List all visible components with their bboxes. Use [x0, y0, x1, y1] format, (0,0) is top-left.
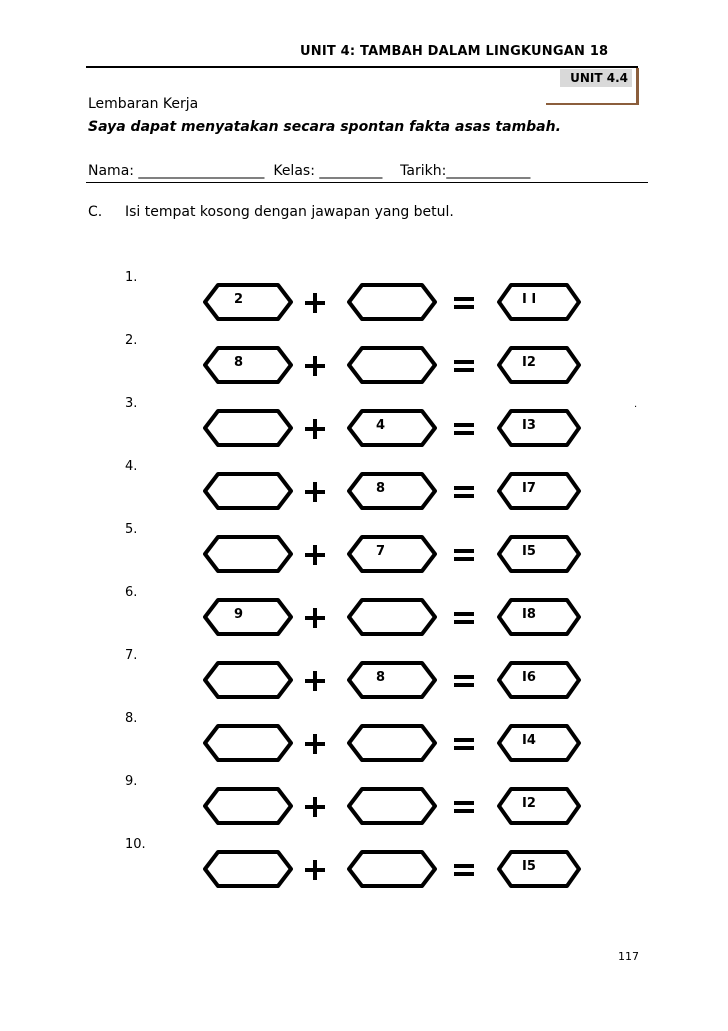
- first-addend-box[interactable]: [202, 660, 294, 700]
- stray-mark: ·: [634, 402, 638, 413]
- second-addend-value: 4: [376, 418, 386, 433]
- unit-title: UNIT 4: TAMBAH DALAM LINGKUNGAN 18: [300, 44, 609, 59]
- sum-box: [496, 282, 582, 322]
- sum-value: I8: [522, 607, 536, 622]
- second-addend-box[interactable]: [346, 408, 438, 448]
- second-addend-box[interactable]: [346, 534, 438, 574]
- plus-icon: [304, 607, 326, 633]
- sum-value: I2: [522, 796, 536, 811]
- unit-badge: UNIT 4.4: [560, 69, 632, 87]
- first-addend-value: 8: [234, 355, 244, 370]
- first-addend-box[interactable]: [202, 471, 294, 511]
- sum-value: I6: [522, 670, 536, 685]
- plus-icon: [304, 355, 326, 381]
- second-addend-box[interactable]: [346, 849, 438, 889]
- learning-statement: Saya dapat menyatakan secara spontan fakta asas tambah.: [88, 119, 561, 135]
- section-instruction: Isi tempat kosong dengan jawapan yang betul.: [125, 204, 454, 220]
- equals-icon: [454, 358, 474, 377]
- second-addend-box[interactable]: [346, 597, 438, 637]
- sum-value: I4: [522, 733, 536, 748]
- sum-box: [496, 408, 582, 448]
- equals-icon: [454, 799, 474, 818]
- second-addend-value: 8: [376, 670, 386, 685]
- plus-icon: [304, 670, 326, 696]
- first-addend-box[interactable]: [202, 282, 294, 322]
- badge-border: [636, 68, 639, 104]
- plus-icon: [304, 292, 326, 318]
- question-number: 6.: [125, 585, 138, 600]
- page-number: 117: [618, 950, 639, 963]
- sum-value: I5: [522, 544, 536, 559]
- sum-box: [496, 723, 582, 763]
- sum-value: I I: [522, 292, 537, 307]
- second-addend-box[interactable]: [346, 786, 438, 826]
- first-addend-box[interactable]: [202, 345, 294, 385]
- sum-value: I7: [522, 481, 536, 496]
- badge-underline: [546, 103, 639, 105]
- sum-value: I2: [522, 355, 536, 370]
- plus-icon: [304, 796, 326, 822]
- sum-value: I5: [522, 859, 536, 874]
- equals-icon: [454, 673, 474, 692]
- equals-icon: [454, 421, 474, 440]
- plus-icon: [304, 733, 326, 759]
- sum-box: [496, 471, 582, 511]
- plus-icon: [304, 418, 326, 444]
- equals-icon: [454, 862, 474, 881]
- equals-icon: [454, 295, 474, 314]
- question-number: 1.: [125, 270, 138, 285]
- second-addend-box[interactable]: [346, 345, 438, 385]
- second-addend-box[interactable]: [346, 723, 438, 763]
- equals-icon: [454, 610, 474, 629]
- plus-icon: [304, 481, 326, 507]
- question-number: 4.: [125, 459, 138, 474]
- first-addend-box[interactable]: [202, 408, 294, 448]
- sum-box: [496, 345, 582, 385]
- first-addend-value: 9: [234, 607, 244, 622]
- header-rule: [86, 66, 638, 68]
- sum-box: [496, 849, 582, 889]
- second-addend-value: 7: [376, 544, 386, 559]
- info-rule: [86, 182, 648, 183]
- question-number: 7.: [125, 648, 138, 663]
- first-addend-box[interactable]: [202, 723, 294, 763]
- plus-icon: [304, 544, 326, 570]
- first-addend-box[interactable]: [202, 849, 294, 889]
- question-number: 2.: [125, 333, 138, 348]
- plus-icon: [304, 859, 326, 885]
- second-addend-box[interactable]: [346, 471, 438, 511]
- second-addend-box[interactable]: [346, 660, 438, 700]
- first-addend-box[interactable]: [202, 786, 294, 826]
- sum-box: [496, 786, 582, 826]
- equals-icon: [454, 484, 474, 503]
- equals-icon: [454, 736, 474, 755]
- sum-box: [496, 660, 582, 700]
- question-number: 10.: [125, 837, 146, 852]
- first-addend-value: 2: [234, 292, 244, 307]
- question-number: 5.: [125, 522, 138, 537]
- question-number: 8.: [125, 711, 138, 726]
- sum-box: [496, 534, 582, 574]
- second-addend-box[interactable]: [346, 282, 438, 322]
- second-addend-value: 8: [376, 481, 386, 496]
- first-addend-box[interactable]: [202, 534, 294, 574]
- sum-value: I3: [522, 418, 536, 433]
- first-addend-box[interactable]: [202, 597, 294, 637]
- sum-box: [496, 597, 582, 637]
- section-letter: C.: [88, 204, 103, 220]
- worksheet-label: Lembaran Kerja: [88, 96, 199, 112]
- equals-icon: [454, 547, 474, 566]
- student-info-line: Nama: __________________ Kelas: _________ Tarikh:____________: [88, 163, 531, 179]
- question-number: 9.: [125, 774, 138, 789]
- question-number: 3.: [125, 396, 138, 411]
